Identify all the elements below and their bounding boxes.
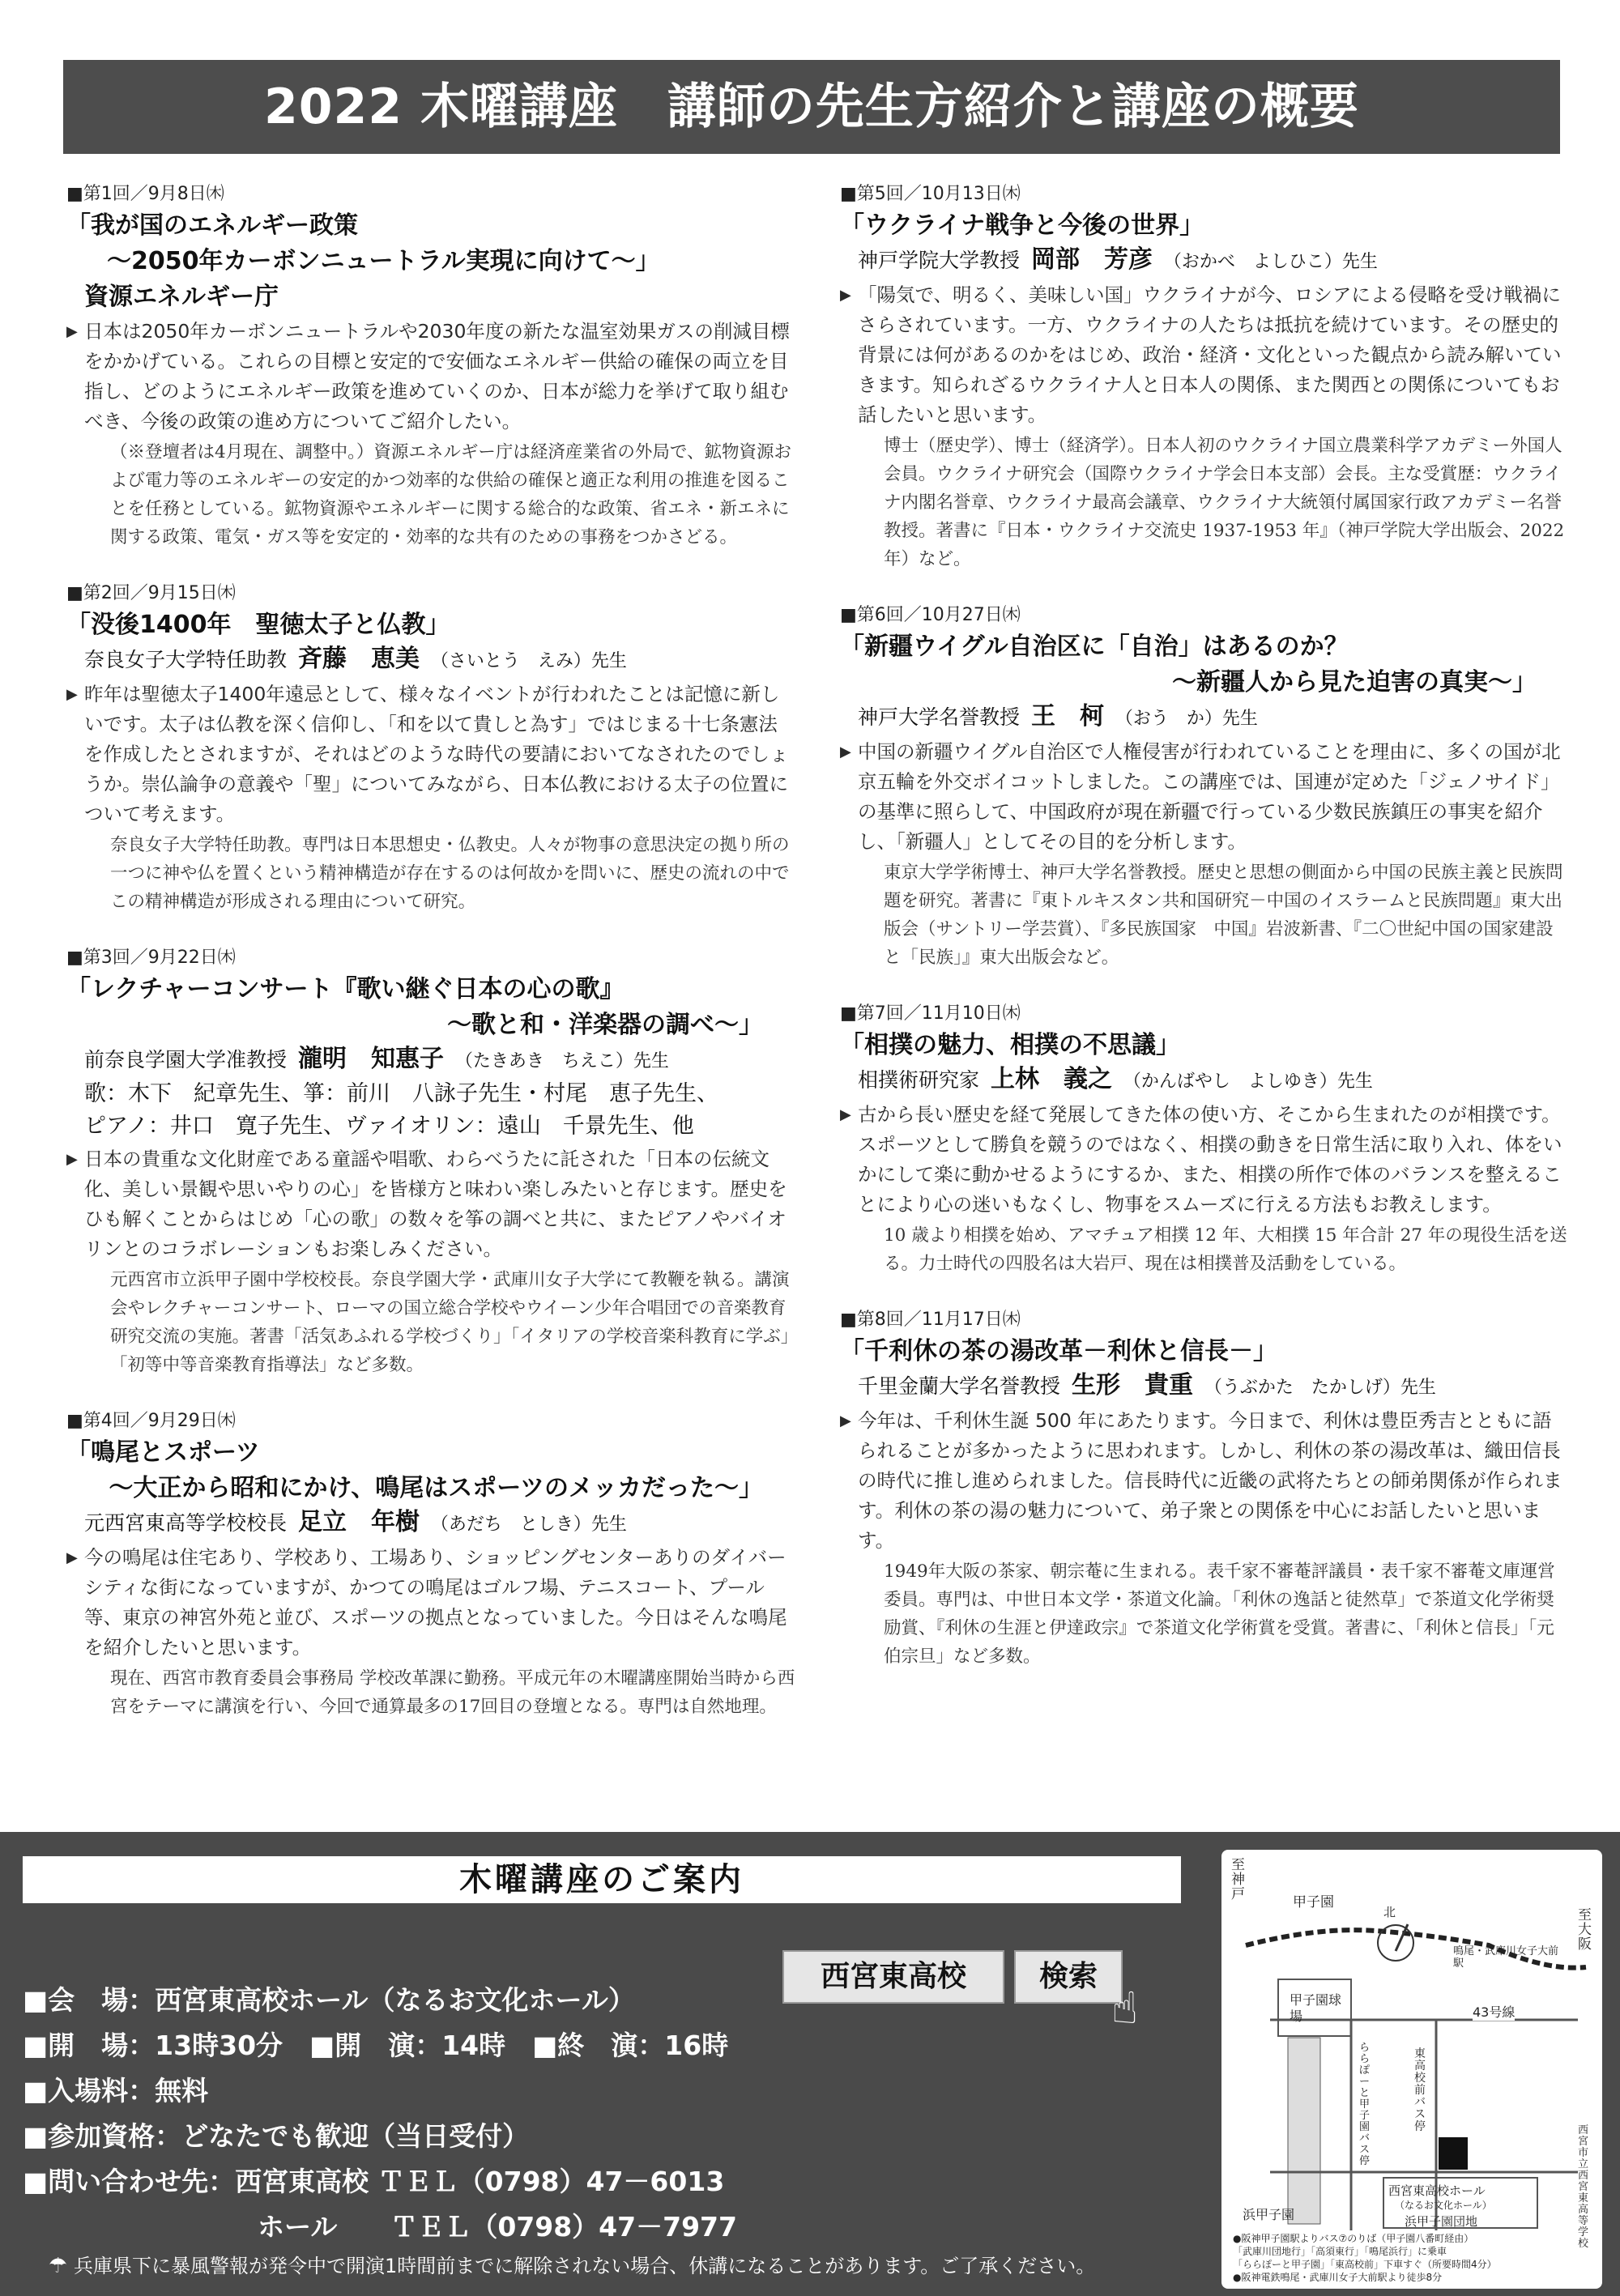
lecture-title: 「鳴尾とスポーツ (66, 1438, 260, 1467)
lecture-description: ▶ 今年は、千利休生誕 500 年にあたります。今日まで、利休は豊臣秀吉とともに語られることが多かったように思われます。しかし、利休の茶の湯改革は、織田信長の時代に推し進められました。信長時代に近畿の武将たちとの師弟関係が作られます。利休の茶の湯の魅力について、弟子衆との関係を中心にお話したいと思います。 (840, 1406, 1569, 1556)
lecture-description: ▶ 昨年は聖徳太子1400年遠忌として、様々なイベントが行われたことは記憶に新しいです。太子は仏教を深く信仰し、「和を以て貴しと為す」ではじまる十七条憲法を作成したとされますが、それはどのような時代の要請においてなされたのでしょうか。崇仏論争の意義や「聖」についてみながら、日本仏教における太子の位置について考えます。 (66, 679, 795, 829)
weather-note (49, 2250, 1095, 2278)
speaker-bio: （※登壇者は4月現在、調整中。）資源エネルギー庁は経済産業省の外局で、鉱物資源および電力等のエネルギーの安定的かつ効率的な供給の確保と適正な利用の推進を図ることを任務としている。鉱物資源やエネルギーに関する総合的な政策、省エネ・新エネに関する政策、電気・ガス等を安定的・効率的な共有のための事務をつかさどる。 (110, 442, 792, 547)
map-label-higashi-busstop: 東高校前バス停 (1414, 2047, 1426, 2133)
lecture-description: ▶ 日本は2050年カーボンニュートラルや2030年度の新たな温室効果ガスの削減目標をかかげている。これらの目標と安定的で安価なエネルギー供給の確保の両立を目指し、どのようにエネルギー政策を進めていくのか、日本が総力を挙げて取り組むべき、今後の政策の進め方についてご紹介したい。 (66, 317, 795, 437)
map-label-route43: 43号線 (1473, 2002, 1515, 2021)
contact-info-hall: ホール ＴＥＬ（0798）47－7977 (258, 2211, 737, 2243)
search-button[interactable]: 検索 (1014, 1950, 1123, 2004)
lecture-title: 「レクチャーコンサート『歌い継ぐ日本の心の歌』 (66, 975, 625, 1003)
speaker-kana: （おう か）先生 (1115, 709, 1258, 729)
speaker-bio: 現在、西宮市教育委員会事務局 学校改革課に勤務。平成元年の木曜講座開始当時から西宮をテーマに講演を行い、今回で通算最多の17回目の登壇となる。専門は自然地理。 (110, 1668, 795, 1717)
map-label-stadium: 甲子園球場 (1290, 1992, 1342, 2024)
access-line: 「武庫川団地行」「高須東行」「鳴尾浜行」に乗車 (1233, 2246, 1447, 2257)
lecture-date: ■第6回／10月27日㈭ (840, 605, 1021, 625)
time-info: ■開 場：13時30分 ■開 演：14時 ■終 演：16時 (23, 2030, 729, 2061)
left-column (66, 180, 795, 1749)
speaker-affiliation: 奈良女子大学特任助教 (84, 648, 288, 671)
map-label-hall-sub: （なるお文化ホール） (1395, 2200, 1492, 2211)
lecture-3 (66, 944, 795, 1379)
lecture-speaker (840, 244, 1569, 279)
speaker-bio: 1949年大阪の茶家、朝宗菴に生まれる。表千家不審菴評議員・表千家不審菴文庫運営委員。専門は、中世日本文学・茶道文化論。「利休の逸話と徒然草」で茶道文化学術奨励賞、『利休の生涯と伊達政宗』で茶道文化学術賞を受賞。著書に、「利休と信長」「元伯宗旦」など多数。 (884, 1561, 1555, 1667)
lecture-description: ▶ 今の鳴尾は住宅あり、学校あり、工場あり、ショッピングセンターありのダイバーシティな街になっていますが、かつての鳴尾はゴルフ場、テニスコート、プール等、東京の神宮外苑と並び、スポーツの拠点となっていました。今日はそんな鳴尾を紹介したいと思います。 (66, 1543, 795, 1663)
speaker-affiliation: 前奈良学園大学准教授 (84, 1048, 288, 1071)
access-map (1221, 1850, 1602, 2289)
lecture-7 (840, 999, 1569, 1278)
lecture-speaker (66, 1043, 795, 1078)
lecture-speaker (840, 701, 1569, 735)
lecture-subtitle: 〜歌と和・洋楽器の調べ〜」 (447, 1011, 763, 1039)
speaker-name: 瀧明 知惠子 (297, 1045, 444, 1073)
umbrella-icon: ☂ (49, 2254, 68, 2278)
speaker-bio: 奈良女子大学特任助教。専門は日本思想史・仏教史。人々が物事の意思決定の拠り所の一つに神や仏を置くという精神構造が存在するのは何故かを問いに、歴史の流れの中でこの精神構造が形成される理由について研究。 (110, 835, 790, 912)
speaker-affiliation: 千里金蘭大学名誉教授 (858, 1374, 1061, 1398)
lecture-date: ■第5回／10月13日㈭ (840, 184, 1021, 204)
lecture-speaker (66, 643, 795, 678)
speaker-kana: （さいとう えみ）先生 (430, 651, 627, 671)
speaker-name: 斉藤 恵美 (297, 645, 420, 673)
contact-info-school: ■問い合わせ先：西宮東高校 ＴＥＬ（0798）47－6013 (23, 2166, 725, 2197)
lecture-date: ■第3回／9月22日㈭ (66, 948, 236, 968)
access-line: ●阪神電鉄鳴尾・武庫川女子大前駅より徒歩8分 (1233, 2272, 1443, 2283)
lecture-description: ▶ 「陽気で、明るく、美味しい国」ウクライナが今、ロシアによる侵略を受け戦禍にさらされています。一方、ウクライナの人たちは抵抗を続けています。その歴史的背景には何があるのかをはじめ、政治・経済・文化といった観点から読み解いていきます。知られざるウクライナ人と日本人の関係、また関西との関係についてもお話したいと思います。 (840, 280, 1569, 430)
map-label-naruo-station: 鳴尾・武庫川女子大前駅 (1453, 1945, 1559, 1970)
lecture-date: ■第7回／11月10日㈭ (840, 1003, 1021, 1024)
map-label-danchi: 浜甲子園団地 (1405, 2214, 1478, 2229)
road-vertical-1 (1288, 2038, 1320, 2224)
right-column (840, 180, 1569, 1698)
lecture-title: 「我が国のエネルギー政策 (66, 211, 358, 240)
lecture-subtitle: 〜2050年カーボンニュートラル実現に向けて〜」 (107, 247, 660, 275)
performers-line-1: 歌：木下 紀章先生、箏：前川 八詠子先生・村尾 恵子先生、 (84, 1081, 718, 1106)
speaker-name: 上林 義之 (990, 1065, 1112, 1093)
speaker-name: 足立 年樹 (297, 1508, 420, 1536)
lecture-speaker (840, 1370, 1569, 1404)
lecture-title: 「相撲の魅力、相撲の不思議」 (840, 1031, 1180, 1059)
speaker-affiliation: 神戸学院大学教授 (858, 249, 1021, 272)
lecture-speaker: 資源エネルギー庁 (84, 283, 279, 311)
speaker-name: 岡部 芳彦 (1030, 245, 1153, 274)
lecture-subtitle: 〜新疆人から見た迫害の真実〜」 (1172, 668, 1537, 696)
map-label-north: 北 (1383, 1905, 1396, 1919)
speaker-bio: 元西宮市立浜甲子園中学校校長。奈良学園大学・武庫川女子大学にて教鞭を執る。講演会やレクチャーコンサート、ローマの国立総合学校やウイーン少年合唱団での音楽教育研究交流の実施。著書「活気あふれる学校づくり」「イタリアの学校音楽科教育に学ぶ」「初等中等音楽教育指導法」など多数。 (110, 1270, 790, 1375)
lecture-subtitle: 〜大正から昭和にかけ、鳴尾はスポーツのメッカだった〜」 (109, 1474, 763, 1502)
lecture-date: ■第1回／9月8日㈭ (66, 184, 224, 204)
lecture-description: ▶ 古から長い歴史を経て発展してきた体の使い方、そこから生まれたのが相撲です。スポーツとして勝負を競うのではなく、相撲の動きを日常生活に取り入れ、体をいかにして楽に動かせるようにするか、また、相撲の所作で体のバランスを整えることにより心の迷いもなくし、物事をスムーズに行える方法もお教えします。 (840, 1100, 1569, 1220)
venue-info: ■会 場：西宮東高校ホール（なるお文化ホール） (23, 1984, 635, 2016)
speaker-affiliation: 元西宮東高等学校校長 (84, 1511, 288, 1535)
speaker-affiliation: 神戸大学名誉教授 (858, 705, 1021, 729)
search-term-box[interactable]: 西宮東高校 (782, 1950, 1004, 2004)
compass-needle (1396, 1924, 1408, 1951)
map-label-hamakoshien: 浜甲子園 (1243, 2207, 1295, 2222)
pointer-hand-icon: ☝ (1111, 1983, 1138, 2034)
lecture-date: ■第4回／9月29日㈭ (66, 1411, 236, 1431)
speaker-bio: 博士（歴史学）、博士（経済学）。日本人初のウクライナ国立農業科学アカデミー外国人会員。ウクライナ研究会（国際ウクライナ学会日本支部）会長。主な受賞歴：ウクライナ内閣名誉章、ウクライナ最高会議章、ウクライナ大統領付属国家行政アカデミー名誉教授。著書に『日本・ウクライナ交流史 1937-1953 年』（神戸学院大学出版会、2022 年）など。 (884, 436, 1565, 569)
weather-note-text: 兵庫県下に暴風警報が発令中で開演1時間前までに解除されない場合、休講になることがあります。ご了承ください。 (73, 2255, 1096, 2277)
access-line: 「ららぽーと甲子園」「東高校前」下車すぐ（所要時間4分） (1233, 2259, 1497, 2270)
eligibility-info: ■参加資格：どなたでも歓迎（当日受付） (23, 2120, 530, 2152)
speaker-kana: （たきあき ちえこ）先生 (454, 1051, 669, 1071)
lecture-speaker (66, 1506, 795, 1541)
access-directions (1233, 2232, 1497, 2284)
lecture-title: 「没後1400年 聖徳太子と仏教」 (66, 611, 450, 639)
map-label-koshien-station: 甲子園 (1293, 1894, 1334, 1910)
speaker-kana: （あだち としき）先生 (430, 1514, 627, 1535)
school-block (1439, 2137, 1468, 2170)
speaker-name: 生形 貴重 (1071, 1371, 1193, 1399)
map-label-hall: 西宮東高校ホール (1388, 2183, 1486, 2198)
fee-info: ■入場料：無料 (23, 2075, 209, 2106)
speaker-affiliation: 相撲術研究家 (858, 1068, 980, 1092)
map-label-kobe: 至神戸 (1231, 1857, 1245, 1902)
guide-title: 木曜講座のご案内 (23, 1856, 1181, 1903)
lecture-1 (66, 180, 795, 552)
speaker-bio: 10 歳より相撲を始め、アマチュア相撲 12 年、大相撲 15 年合計 27 年の現役生活を送る。力士時代の四股名は大岩戸、現在は相撲普及活動をしている。 (884, 1225, 1567, 1274)
lecture-title: 「新疆ウイグル自治区に「自治」はあるのか？ (840, 633, 1349, 661)
speaker-kana: （かんばやし よしゆき）先生 (1123, 1071, 1373, 1092)
page-title: 2022 木曜講座 講師の先生方紹介と講座の概要 (63, 60, 1560, 154)
lecture-date: ■第8回／11月17日㈭ (840, 1310, 1021, 1330)
speaker-bio: 東京大学学術博士、神戸大学名誉教授。歴史と思想の側面から中国の民族主義と民族問題を研究。著書に『東トルキスタン共和国研究－中国のイスラームと民族問題』東大出版会（サントリー学芸賞）、『多民族国家 中国』岩波新書、『二〇世紀中国の国家建設と「民族」』東大出版会など。 (884, 863, 1563, 968)
access-line: ●阪神甲子園駅よりバス⑦のりば（甲子園八番町経由） (1233, 2233, 1474, 2244)
lecture-6 (840, 601, 1569, 972)
lecture-5 (840, 180, 1569, 573)
map-label-osaka: 至大阪 (1578, 1907, 1592, 1953)
lecture-title: 「千利休の茶の湯改革－利休と信長－」 (840, 1337, 1277, 1365)
lecture-2 (66, 579, 795, 916)
performers-line-2: ピアノ：井口 寛子先生、ヴァイオリン：遠山 千景先生、他 (84, 1114, 694, 1139)
map-label-school: 西宮市立西宮東高等学校 (1578, 2124, 1589, 2250)
map-label-lalaport-busstop: ららぽーと甲子園バス停 (1359, 2042, 1371, 2167)
speaker-kana: （うぶかた たかしげ）先生 (1204, 1378, 1436, 1398)
lecture-4 (66, 1407, 795, 1721)
lecture-speaker (840, 1063, 1569, 1098)
lecture-8 (840, 1306, 1569, 1671)
lecture-description: ▶ 日本の貴重な文化財産である童謡や唱歌、わらべうたに託された「日本の伝統文化、美しい景観や思いやりの心」を皆様方と味わい楽しみたいと存じます。歴史をひも解くことからはじめ「心の歌」の数々を筝の調べと共に、またピアノやバイオリンとのコラボレーションもお楽しみください。 (66, 1144, 795, 1264)
speaker-kana: （おかべ よしひこ）先生 (1163, 252, 1378, 272)
lecture-title: 「ウクライナ戦争と今後の世界」 (840, 211, 1204, 240)
lecture-date: ■第2回／9月15日㈭ (66, 583, 236, 603)
lecture-description: ▶ 中国の新疆ウイグル自治区で人権侵害が行われていることを理由に、多くの国が北京五輪を外交ボイコットしました。この講座では、国連が定めた「ジェノサイド」の基準に照らして、中国政府が現在新疆で行っている少数民族鎮圧の事実を紹介し、「新疆人」としてその目的を分析します。 (840, 737, 1569, 857)
speaker-name: 王 柯 (1030, 702, 1104, 731)
